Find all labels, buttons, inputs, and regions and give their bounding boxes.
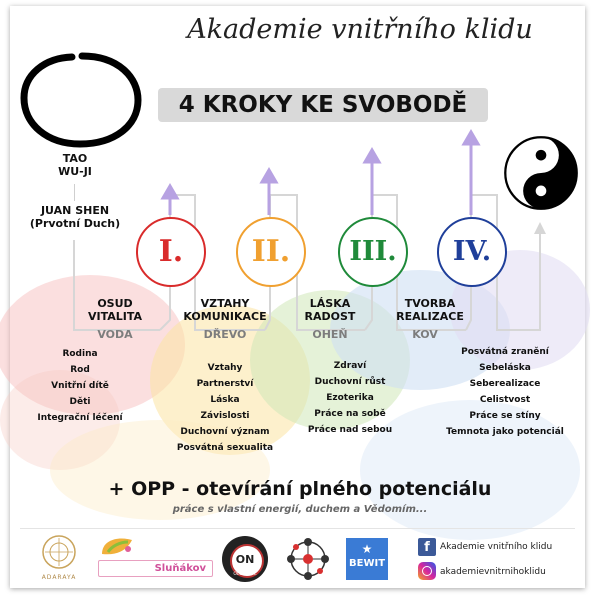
slunakov-text: Sluňákov	[98, 560, 213, 577]
list-item: Práce na sobě	[314, 409, 386, 419]
olomouc-logo: ON OLOMOUC	[222, 536, 268, 582]
arrow-up-1-head	[163, 186, 177, 198]
step-3-circle: III.	[338, 217, 408, 287]
arrow-up-2-head	[262, 170, 276, 182]
page-title: Akademie vnitřního klidu	[187, 14, 533, 45]
adaraya-emblem-icon	[37, 534, 81, 570]
juan-line2: (Prvotní Duch)	[29, 217, 121, 230]
step-4-label-line1: TVORBA	[404, 297, 456, 310]
step-4-element: KOV	[412, 328, 438, 341]
list-item: Seberealizace	[469, 379, 541, 389]
list-item: Temnota jako potenciál	[446, 427, 564, 437]
step-3-element: OHEŇ	[312, 328, 348, 341]
slunakov-logo	[98, 534, 213, 578]
step-3-label-line1: LÁSKA	[309, 297, 351, 310]
arrow-up-3-head	[365, 150, 379, 162]
list-item: Děti	[69, 397, 91, 407]
step-2-element: DŘEVO	[203, 328, 247, 341]
facebook-icon: f	[418, 538, 436, 556]
step-1-list	[25, 346, 135, 426]
facebook-link[interactable]: Akademie vnitřního klidu	[440, 542, 553, 552]
juan-line1: JUAN SHEN	[40, 204, 110, 217]
instagram-link[interactable]: akademievnitrnihoklidu	[440, 567, 546, 577]
olomouc-text: OLOMOUC	[233, 572, 257, 577]
opp-title: + OPP - otevírání plného potenciálu	[108, 478, 492, 500]
step-2-list	[165, 360, 285, 456]
step-1-circle: I.	[136, 217, 206, 287]
step-4-label-line2: REALIZACE	[396, 310, 464, 323]
list-item: Duchovní růst	[314, 377, 386, 387]
list-item: Rod	[70, 365, 90, 375]
yin-yang-icon	[503, 135, 579, 211]
list-item: Partnerství	[196, 379, 254, 389]
adaraya-text: ADARAYA	[41, 574, 77, 581]
list-item: Závislosti	[200, 411, 250, 421]
list-item: Láska	[210, 395, 240, 405]
banner-title: 4 KROKY KE SVOBODĚ	[178, 92, 468, 118]
step-3-list	[295, 358, 405, 438]
step-2-circle: II.	[236, 217, 306, 287]
list-item: Posvátná zranění	[461, 347, 549, 357]
list-item: Práce se stíny	[469, 411, 541, 421]
list-item: Zdraví	[333, 361, 367, 371]
list-item: Sebeláska	[479, 363, 531, 373]
tao-line1: TAO	[62, 152, 88, 165]
step-3-label	[290, 297, 370, 323]
slunakov-leaf-icon	[98, 534, 138, 558]
step-2-label-line1: VZTAHY	[200, 297, 250, 310]
instagram-icon	[418, 562, 436, 580]
step-1-label	[70, 297, 160, 323]
bewit-logo	[346, 538, 388, 580]
list-item: Duchovní význam	[180, 427, 270, 437]
step-4-circle: IV.	[437, 217, 507, 287]
list-item: Celistvost	[479, 395, 531, 405]
arrow-up-4-head	[464, 132, 478, 144]
adaraya-logo	[37, 534, 81, 581]
step-4-label	[380, 297, 480, 323]
bewit-text: BEWIT	[348, 558, 386, 569]
opp-subtitle: práce s vlastní energií, duchem a Vědomím...	[172, 504, 428, 515]
step-3-label-line2: RADOST	[304, 310, 356, 323]
bewit-star-icon: ★	[361, 542, 373, 556]
step-2-label-line2: KOMUNIKACE	[183, 310, 267, 323]
list-item: Práce nad sebou	[307, 425, 393, 435]
list-item: Ezoterika	[326, 393, 374, 403]
list-item: Posvátná sexualita	[176, 443, 274, 453]
list-item: Rodina	[62, 349, 98, 359]
list-item: Vztahy	[207, 363, 243, 373]
footer-divider	[20, 528, 575, 529]
list-item: Integrační léčení	[37, 413, 123, 423]
step-1-label-line1: OSUD	[97, 297, 133, 310]
flow-end-arrowhead	[534, 222, 546, 234]
step-1-label-line2: VITALITA	[87, 310, 143, 323]
step-2-label	[170, 297, 280, 323]
tao-line2: WU-JI	[58, 165, 92, 178]
energy-wheel-logo-icon	[283, 535, 333, 583]
list-item: Vnitřní dítě	[51, 381, 109, 391]
step-1-element: VODA	[97, 328, 133, 341]
step-4-list	[425, 344, 585, 440]
